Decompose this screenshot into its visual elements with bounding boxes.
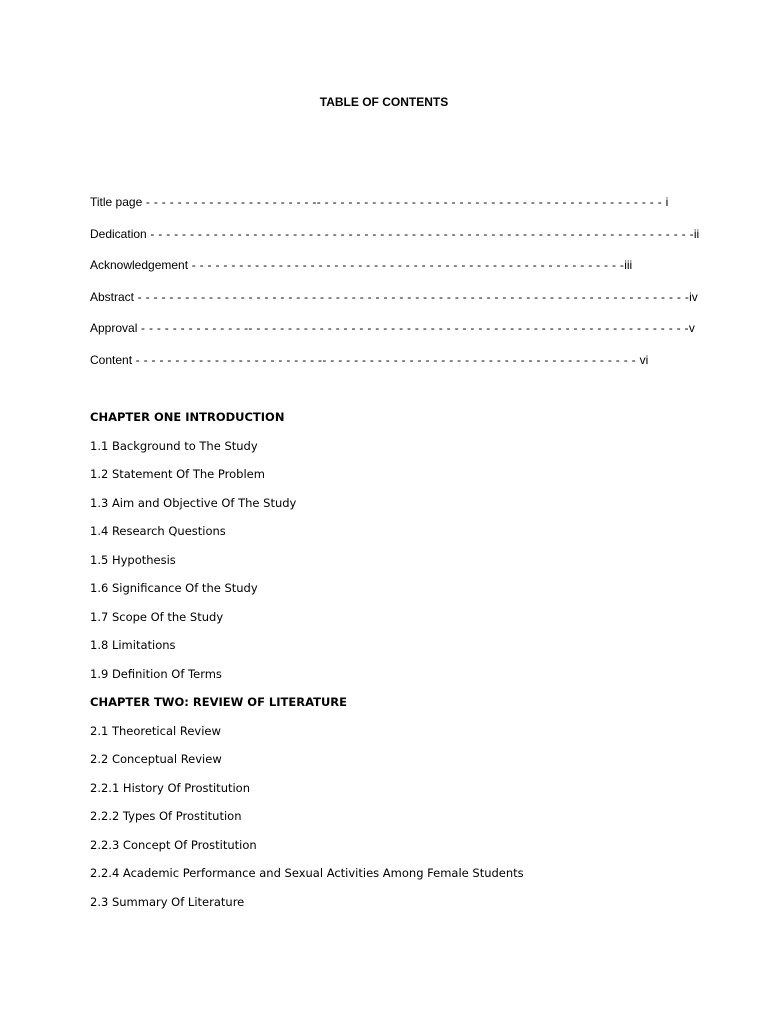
toc-entry-acknowledgement	[90, 257, 670, 289]
toc-page-number: iii	[624, 258, 633, 273]
section-item: 2.2 Conceptual Review	[90, 752, 222, 766]
toc-page-number: iv	[689, 289, 698, 304]
toc-page-number: ii	[693, 226, 700, 241]
toc-leader: - - - - - - - - - - - - - - - - - - - - - - - -- - - - - - - - - - - - - - - - - - - - - - - - - - - - - - - - - - - - - - - -	[132, 352, 640, 367]
toc-leader: - - - - - - - - - - - - - -- - - - - - - - - - - - - - - - - - - - - - - - - - - - - - - - - - - - - - - - - - - - - - - - - - - - - - - -	[137, 321, 689, 336]
toc-entry-title-page	[90, 194, 670, 226]
toc-entry-label: Abstract	[90, 289, 135, 304]
section-item: 2.2.4 Academic Performance and Sexual Activities Among Female Students	[90, 866, 524, 880]
toc-leader: - - - - - - - - - - - - - - - - - - - - - - - - - - - - - - - - - - - - - - - - - - - - - - - - - - - - - - -	[188, 258, 625, 273]
toc-entry-label: Title page	[90, 195, 143, 209]
toc-page-number: vi	[639, 352, 649, 367]
section-item: 1.6 Significance Of the Study	[90, 581, 258, 595]
toc-entry-dedication	[90, 226, 700, 258]
toc-entry-approval	[90, 320, 695, 352]
section-item: 1.8 Limitations	[90, 638, 176, 652]
front-matter-list	[90, 194, 700, 384]
section-item: 1.3 Aim and Objective Of The Study	[90, 495, 297, 510]
toc-entry-label: Approval	[90, 321, 138, 336]
section-item: 2.1 Theoretical Review	[90, 723, 221, 738]
section-item: 1.5 Hypothesis	[90, 552, 176, 567]
toc-leader: - - - - - - - - - - - - - - - - - - - - - - - - - - - - - - - - - - - - - - - - - - - - - - - - - - - - - - - - - - - - - - - - - - - - -	[146, 226, 694, 241]
section-item: 2.2.2 Types Of Prostitution	[90, 809, 242, 823]
toc-entry-label: Acknowledgement	[90, 258, 189, 273]
section-item: 2.3 Summary Of Literature	[90, 894, 245, 909]
section-item: 1.9 Definition Of Terms	[90, 666, 222, 681]
section-item: 1.2 Statement Of The Problem	[90, 467, 265, 481]
toc-leader: - - - - - - - - - - - - - - - - - - - - - -- - - - - - - - - - - - - - - - - - - - - - - - - - - - - - - - - - - - - - - - - - - -	[142, 195, 666, 209]
toc-leader: - - - - - - - - - - - - - - - - - - - - - - - - - - - - - - - - - - - - - - - - - - - - - - - - - - - - - - - - - - - - - - - - - - - - - -	[134, 289, 690, 304]
toc-entry-abstract	[90, 289, 698, 321]
toc-entry-content	[90, 352, 670, 384]
toc-entry-label: Dedication	[90, 226, 147, 241]
page-title: TABLE OF CONTENTS	[319, 95, 449, 109]
section-item: 1.7 Scope Of the Study	[90, 609, 224, 624]
chapter-list	[90, 408, 730, 921]
toc-page-number: v	[688, 321, 695, 336]
toc-page-number: i	[665, 195, 669, 209]
chapter-heading: CHAPTER TWO: REVIEW OF LITERATURE	[90, 695, 347, 709]
section-item: 1.1 Background to The Study	[90, 438, 258, 453]
section-item: 1.4 Research Questions	[90, 524, 226, 538]
section-item: 2.2.1 History Of Prostitution	[90, 780, 251, 795]
toc-entry-label: Content	[90, 352, 133, 367]
section-item: 2.2.3 Concept Of Prostitution	[90, 837, 257, 852]
chapter-heading: CHAPTER ONE INTRODUCTION	[90, 410, 285, 424]
